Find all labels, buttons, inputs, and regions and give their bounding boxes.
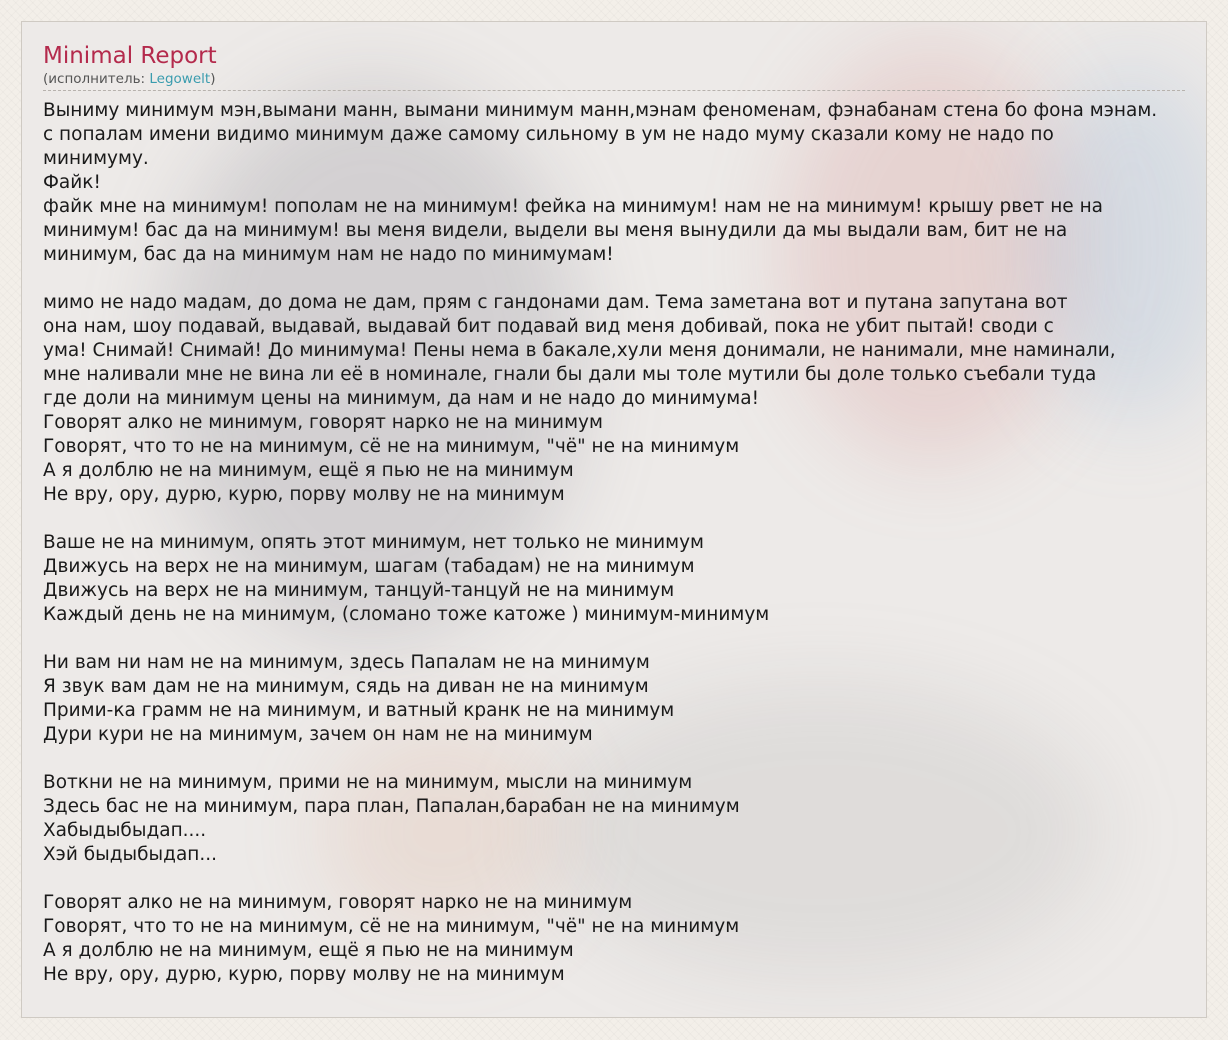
lyrics-panel — [21, 21, 1207, 1018]
artist-link[interactable]: Legowelt — [149, 71, 211, 87]
divider — [43, 90, 1185, 91]
artist-suffix: ) — [210, 71, 216, 87]
song-title: Minimal Report — [43, 43, 217, 69]
lyrics-text: Выниму минимум мэн,вымани манн, вымани минимум манн,мэнам феноменам, фэнабанам стена бо фона мэнам. с попалам имени видимо минимум даже самому сильному в ум не надо муму сказали кому не надо по минимуму. Файк! файк мне на минимум! пополам не на минимум! фейка на минимум! нам не на минимум! крышу рвет не на минимум! бас да на минимум! вы меня видели, выдели вы меня вынудили да мы выдали вам, бит не на минимум, бас да на минимум нам не надо по минимумам! мимо не надо мадам, до дома не дам, прям с гандонами дам. Тема заметана вот и путана запутана вот она нам, шоу подавай, выдавай, выдавай бит подавай вид меня добивай, пока не убит пытай! своди с ума! Снимай! Снимай! До минимума! Пены нема в бакале,хули меня донимали, не нанимали, мне наминали, мне наливали мне не вина ли её в номинале, гнали бы дали мы толе мутили бы доле только съебали туда где доли на минимум цены на минимум, да нам и не надо до минимума! Говорят алко не минимум, говорят нарко не на минимум Говорят, что то не на минимум, сё не на минимум, "чё" не на минимум А я долблю не на минимум, ещё я пью не на минимум Не вру, ору, дурю, курю, порву молву не на минимум Ваше не на минимум, опять этот минимум, нет только не минимум Движусь на верх не на минимум, шагам (табадам) не на минимум Движусь на верх не на минимум, танцуй-танцуй не на минимум Каждый день не на минимум, (сломано тоже катоже ) минимум-минимум Ни вам ни нам не на минимум, здесь Папалам не на минимум Я звук вам дам не на минимум, сядь на диван не на минимум Прими-ка грамм не на минимум, и ватный кранк не на минимум Дури кури не на минимум, зачем он нам не на минимум Воткни не на минимум, прими не на минимум, мысли на минимум Здесь бас не на минимум, пара план, Папалан,барабан не на минимум Хабыдыбыдап.... Хэй быдыбыдап... Говорят алко не на минимум, говорят нарко не на минимум Говорят, что то не на минимум, сё не на минимум, "чё" не на минимум А я долблю не на минимум, ещё я пью не на минимум Не вру, ору, дурю, курю, порву молву не на минимум — [43, 100, 1158, 985]
lyrics-content — [43, 41, 1206, 1017]
artist-prefix: (исполнитель: — [43, 71, 150, 87]
artist-line — [43, 71, 1206, 88]
